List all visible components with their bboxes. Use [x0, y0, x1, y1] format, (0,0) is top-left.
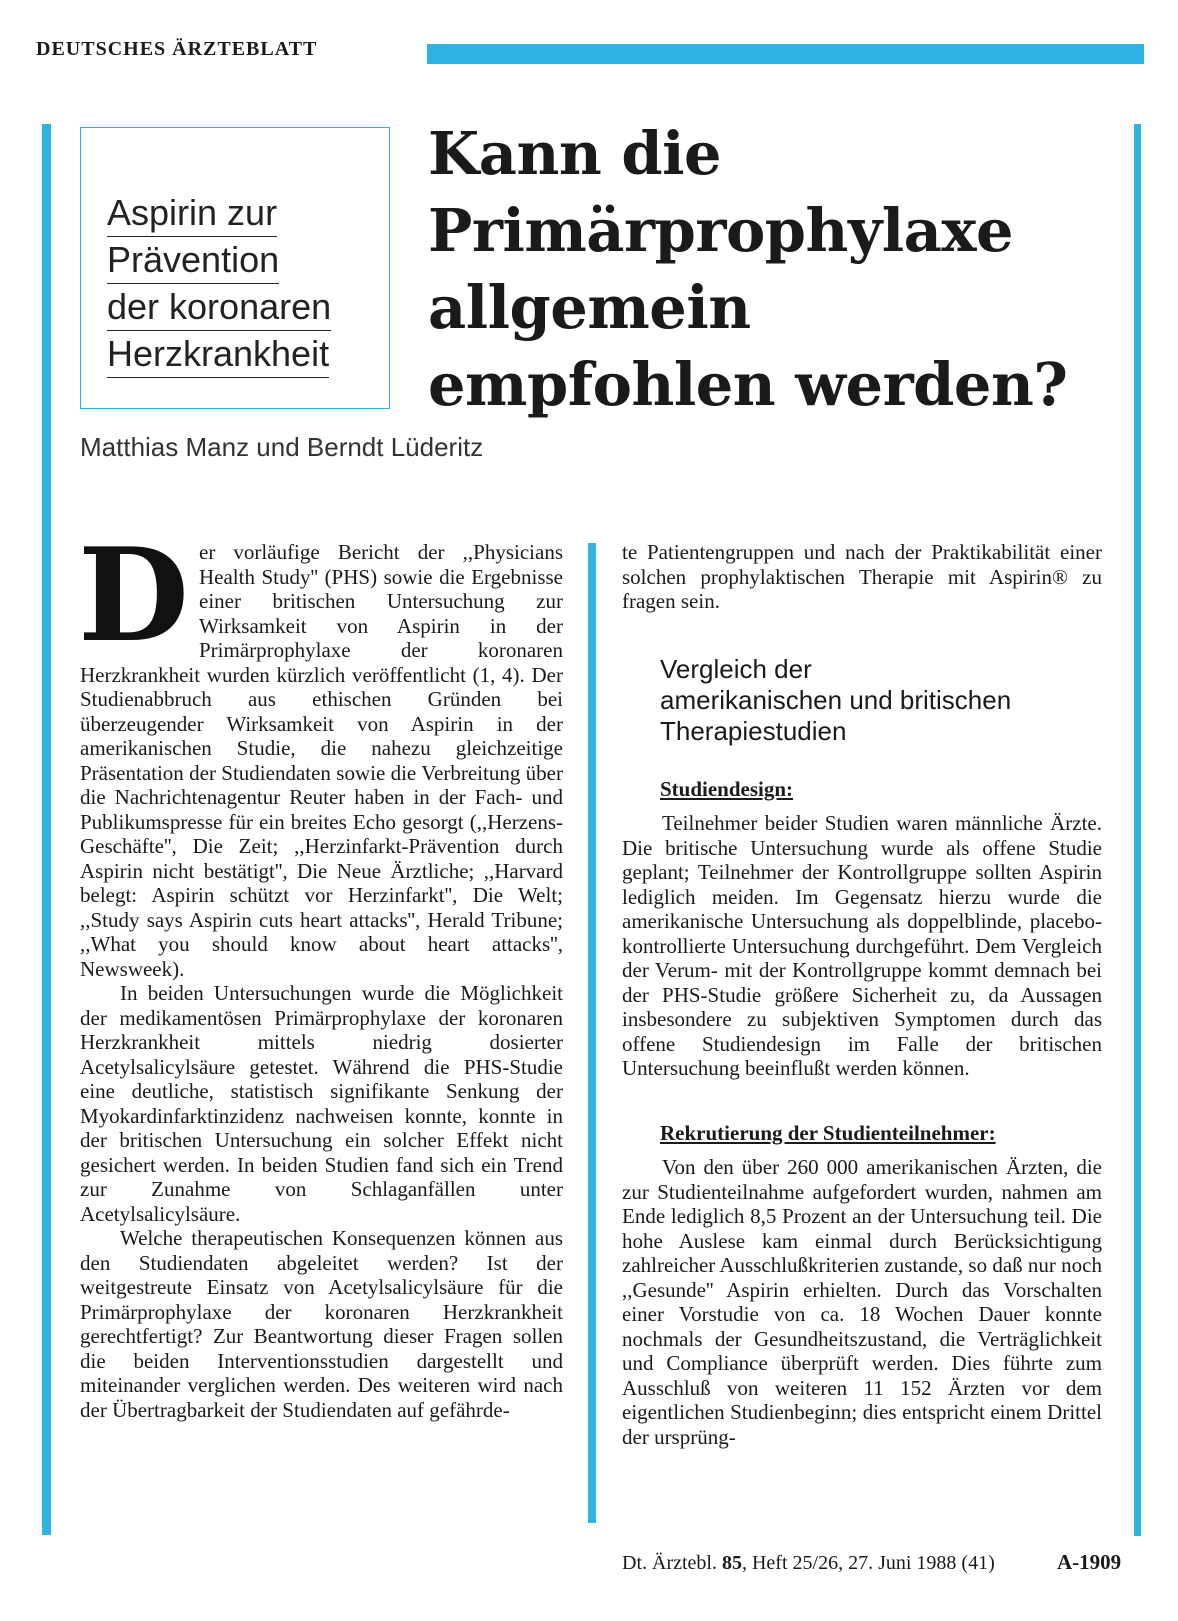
body-paragraph: In beiden Untersuchungen wurde die Möglichkeit der medikamentösen Primärprophylaxe der koronaren Herzkrankheit mittels niedrig dosierter Acetylsalicylsäure getestet. Während die PHS-Studie eine deutliche, statistisch signifikante Senkung der Myokardinfarktinzidenz nachweisen konnte, konnte in der britischen Untersuchung ein solcher Effekt nicht gesichert werden. In beiden Studien fand sich ein Trend zur Zunahme von Schlaganfällen unter Acetylsalicylsäure.: [80, 981, 563, 1226]
subheading-studiendesign: Studiendesign:: [660, 776, 794, 801]
top-color-bar: [427, 44, 1144, 64]
body-paragraph: Von den über 260 000 amerikanischen Ärzten, die zur Studienteilnahme aufgefordert wurden, nahmen am Ende lediglich 8,5 Prozent an der Untersuchung teil. Die hohe Auslese kam einmal durch Berücksichtigung zahlreicher Ausschlußkriterien zustande, so daß nur noch ,,Gesunde'' Aspirin erhielten. Durch das Vorschalten einer Vorstudie von ca. 18 Wochen Dauer konnte nochmals der Gesundheitszustand, die Verträglichkeit und Compliance überprüft werden. Dies führte zum Ausschluß von weiteren 11 152 Ärzten vor dem eigentlichen Studienbeginn; dies entspricht einem Drittel der ursprüng-: [622, 1155, 1102, 1449]
section-heading-line: amerikanischen und britischen: [660, 684, 1012, 715]
body-paragraph: Welche therapeutischen Konsequenzen können aus den Studiendaten abgeleitet werden? Ist der weitgestreute Einsatz von Acetylsalicylsäure für die Primärprophylaxe der koronaren Herzkrankheit gerechtfertigt? Zur Beantwortung dieser Fragen sollen die beiden Interventionsstudien dargestellt und miteinander verglichen werden. Des weiteren wird nach der Übertragbarkeit der Studiendaten auf gefährde-: [80, 1226, 563, 1422]
drop-cap: D: [78, 521, 189, 671]
kicker-box: [80, 127, 390, 409]
kicker-text: [107, 190, 331, 378]
subheading-rekrutierung: Rekrutierung der Studienteilnehmer:: [660, 1120, 996, 1145]
left-accent-rule: [42, 124, 51, 1535]
headline-line: Primärprophylaxe: [428, 196, 1014, 265]
headline-line: Kann die: [428, 119, 722, 188]
journal-name: Dt. Ärztebl.: [622, 1552, 717, 1574]
headline-line: empfohlen werden?: [428, 350, 1068, 419]
kicker-line: Prävention: [107, 237, 279, 284]
kicker-line: Aspirin zur: [107, 190, 277, 237]
spacer: [622, 1081, 1102, 1121]
intro-text: er vorläufige Bericht der ,,Physicians Health Study'' (PHS) sowie die Ergebnisse einer britischen Untersuchung zur Wirksamkeit von Aspirin in der Primärprophylaxe der koronaren Herzkrankheit wurden kürzlich veröffentlicht (1, 4). Der Studienabbruch aus ethischen Gründen bei überzeugender Wirksamkeit von Aspirin in der amerikanischen Studie, die nahezu gleichzeitige Präsentation der Studiendaten sowie die Verbreitung über die Nachrichtenagentur Reuter haben in der Fach- und Publikumspresse für ein breites Echo gesorgt (,,Herzens-Geschäfte'', Die Zeit; ,,Herzinfarkt-Prävention durch Aspirin nicht bestätigt'', Die Neue Ärztliche; ,,Harvard belegt: Aspirin schützt vor Herzinfarkt'', Die Welt; ,,Study says Aspirin cuts heart attacks'', Herald Tribune; ,,What you should know about heart attacks'', Newsweek).: [80, 540, 563, 981]
masthead: DEUTSCHES ÄRZTEBLATT: [36, 38, 318, 60]
headline-line: allgemein: [428, 273, 751, 342]
column-divider-rule: [588, 543, 596, 1523]
section-heading-line: Vergleich der: [660, 653, 812, 684]
right-column: [622, 540, 1102, 1449]
page-number: A-1909: [1057, 1550, 1122, 1574]
volume-number: 85: [721, 1552, 742, 1574]
kicker-line: Herzkrankheit: [107, 331, 329, 378]
kicker-line: der koronaren: [107, 284, 331, 331]
issue-info: , Heft 25/26, 27. Juni 1988 (41): [741, 1552, 995, 1574]
page-footer: [622, 1552, 995, 1575]
left-column: [78, 521, 563, 1422]
section-heading-line: Therapiestudien: [660, 715, 847, 746]
article-headline: [428, 115, 1138, 423]
article-authors: Matthias Manz und Berndt Lüderitz: [80, 432, 484, 462]
body-paragraph: te Patientengruppen und nach der Praktikabilität einer solchen prophylaktischen Therapie mit Aspirin® zu fragen sein.: [622, 540, 1102, 613]
body-paragraph: Teilnehmer beider Studien waren männliche Ärzte. Die britische Untersuchung wurde als offene Studie geplant; Teilnehmer der Kontrollgruppe sollten Aspirin lediglich meiden. Im Gegensatz hierzu wurde die amerikanische Untersuchung als doppelblinde, placebo-kontrollierte Untersuchung durchgeführt. Dem Vergleich der Verum- mit der Kontrollgruppe kommt demnach bei der PHS-Studie größere Sicherheit zu, da Aussagen insbesondere zu subjektiven Symptomen durch das offene Studiendesign im Falle der britischen Untersuchung beeinflußt werden können.: [622, 811, 1102, 1080]
intro-paragraph: [78, 521, 563, 981]
section-heading: [660, 654, 1102, 747]
